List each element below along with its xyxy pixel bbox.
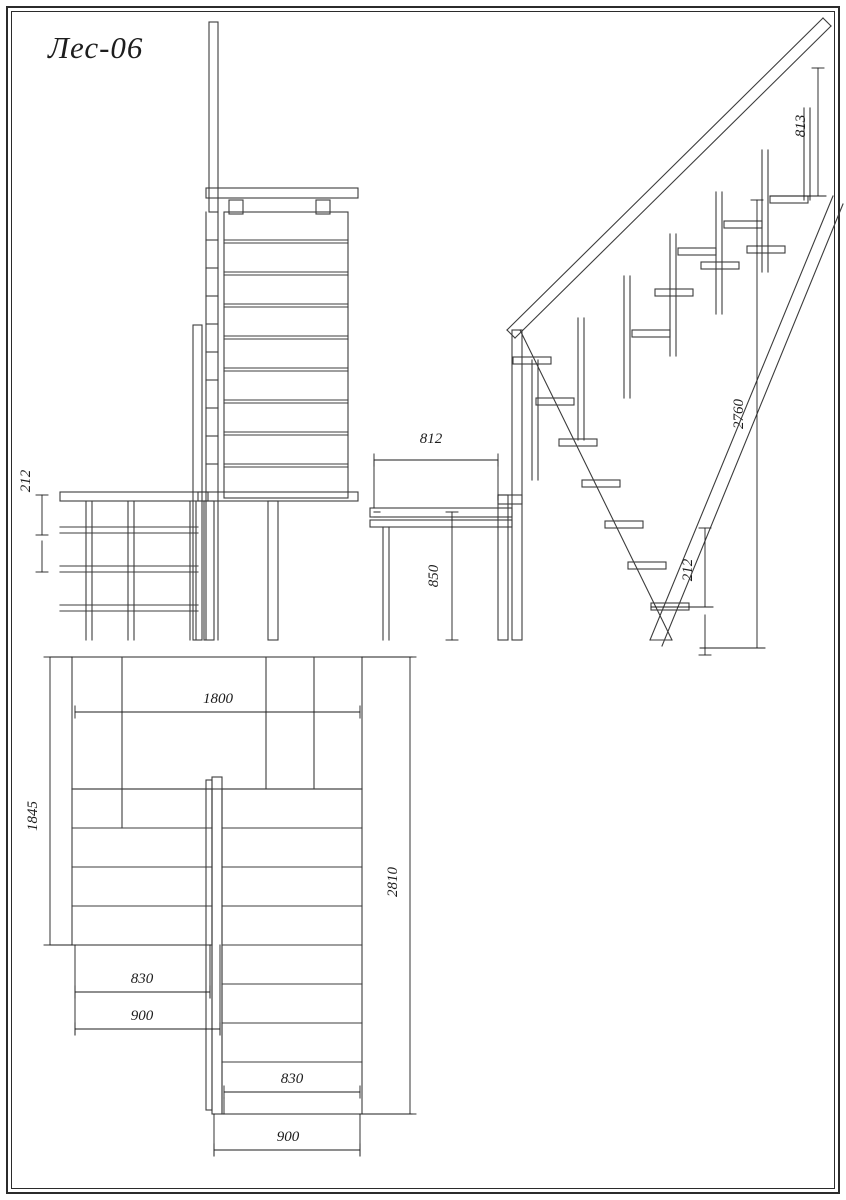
dimension-label-812: 812 bbox=[419, 431, 443, 447]
view-plan bbox=[72, 657, 362, 1114]
dimension-label-900-lower: 900 bbox=[276, 1129, 300, 1145]
dimension-label-900-upper: 900 bbox=[130, 1008, 154, 1024]
dimension-lines bbox=[36, 68, 826, 1156]
dimension-label-830-lower: 830 bbox=[280, 1071, 304, 1087]
dimension-label-212-left: 212 bbox=[18, 469, 34, 493]
view-side-elevation-left bbox=[60, 22, 358, 640]
dimension-label-850: 850 bbox=[426, 564, 442, 588]
dimension-label-2810: 2810 bbox=[385, 867, 401, 897]
dimension-label-212-right: 212 bbox=[680, 558, 696, 582]
dimension-label-1845: 1845 bbox=[25, 801, 41, 831]
dimension-label-813: 813 bbox=[793, 114, 809, 138]
dimension-label-2760: 2760 bbox=[731, 399, 747, 429]
dimension-labels bbox=[18, 115, 809, 1145]
page-title: Лес-06 bbox=[48, 30, 144, 65]
dimension-label-1800: 1800 bbox=[203, 691, 233, 707]
view-side-elevation-right bbox=[370, 18, 843, 646]
dimension-label-830-upper: 830 bbox=[130, 971, 154, 987]
